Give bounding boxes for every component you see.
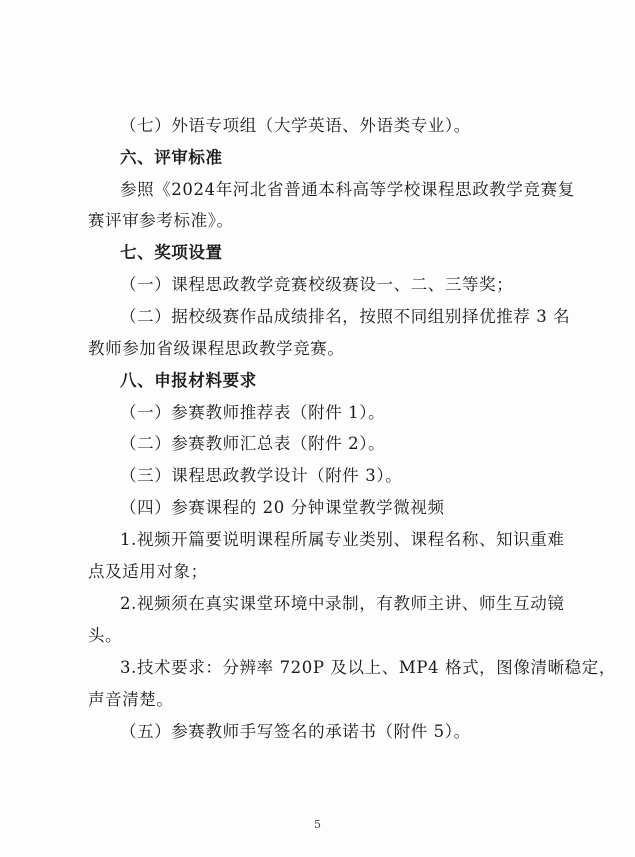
video-req-3-cont: 声音清楚。 [88,690,174,709]
item-recommend-teachers-cont: 教师参加省级课程思政教学竞赛。 [88,339,345,358]
section-heading-materials: 八、申报材料要求 [120,371,257,390]
item-recommendation-form: （一）参赛教师推荐表（附件 1）。 [120,403,386,422]
item-summary-form: （二）参赛教师汇总表（附件 2）。 [120,434,386,453]
item-recommend-teachers: （二）据校级赛作品成绩排名，按照不同组别择优推荐 3 名 [120,307,571,326]
page-number: 5 [314,818,321,831]
item-commitment-letter: （五）参赛教师手写签名的承诺书（附件 5）。 [120,722,471,741]
video-req-1-cont: 点及适用对象； [88,562,208,581]
item-teaching-design: （三）课程思政教学设计（附件 3）。 [120,466,403,485]
video-req-2: 2.视频须在真实课堂环境中录制，有教师主讲、师生互动镜 [120,594,565,613]
item-foreign-language-group: （七）外语专项组（大学英语、外语类专业）。 [120,116,471,135]
item-micro-video: （四）参赛课程的 20 分钟课堂教学微视频 [120,498,445,517]
paragraph-review-reference: 参照《2024年河北省普通本科高等学校课程思政教学竞赛复 [120,180,575,199]
item-award-levels: （一）课程思政教学竞赛校级赛设一、二、三等奖； [120,275,514,294]
section-heading-awards: 七、奖项设置 [120,243,223,262]
section-heading-review-criteria: 六、评审标准 [120,148,223,167]
video-req-2-cont: 头。 [88,626,123,645]
video-req-1: 1.视频开篇要说明课程所属专业类别、课程名称、知识重难 [120,530,565,549]
paragraph-review-reference-cont: 赛评审参考标准》。 [88,211,234,230]
video-req-3: 3.技术要求：分辨率 720P 及以上、MP4 格式，图像清晰稳定， [120,658,616,677]
